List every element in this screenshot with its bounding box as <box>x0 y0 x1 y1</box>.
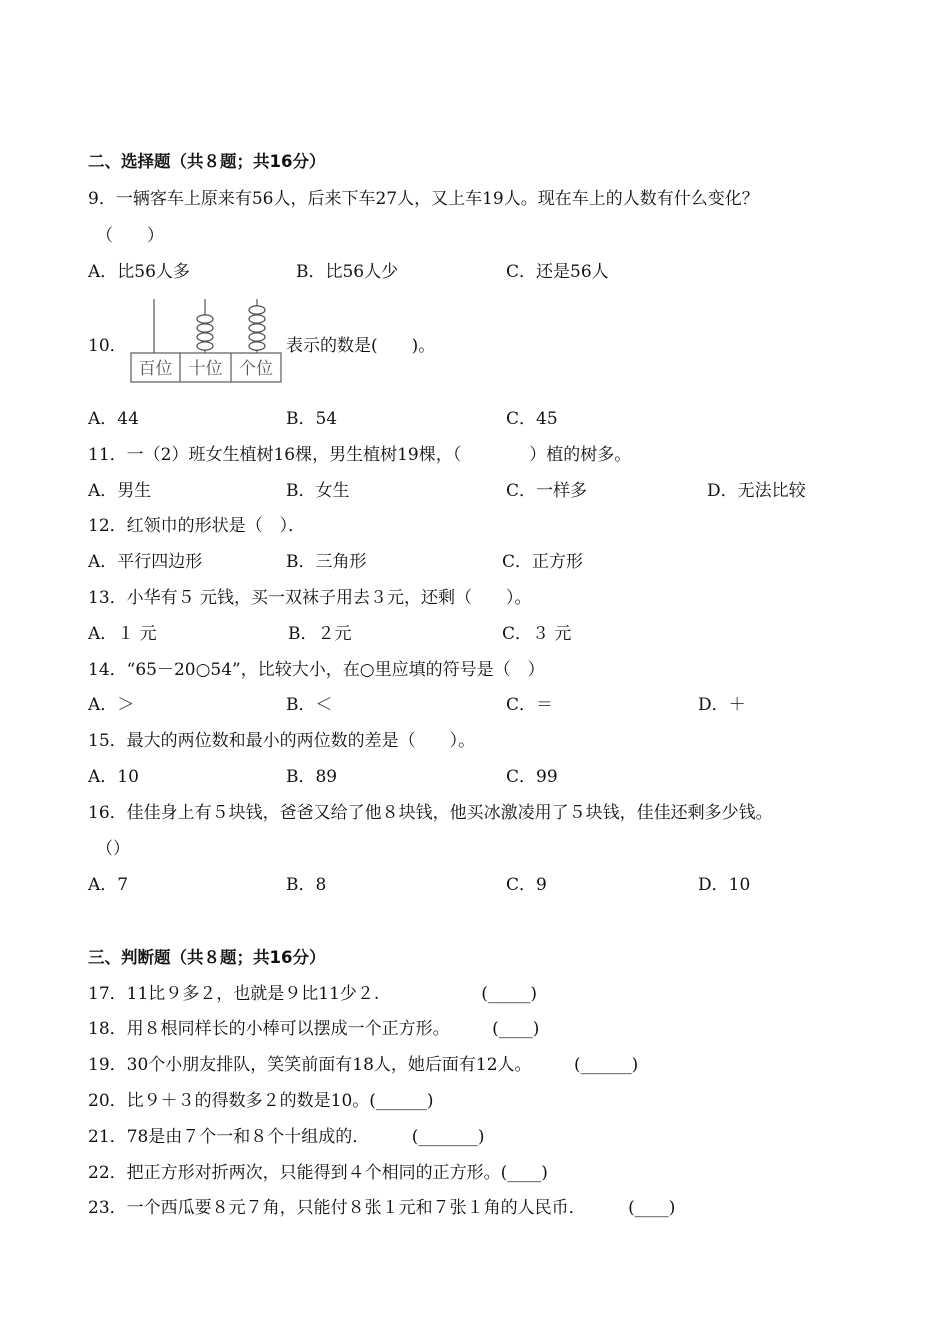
q15-option-b[interactable]: B．89 <box>286 767 338 787</box>
q9-option-c[interactable]: C．还是56人 <box>506 262 609 282</box>
q10-option-c[interactable]: C．45 <box>506 409 558 429</box>
q14-option-a[interactable]: A．＞ <box>88 695 135 715</box>
q11-option-b[interactable]: B．女生 <box>286 481 350 501</box>
question-12-stem: 12．红领巾的形状是（ ）． <box>88 516 306 536</box>
statement-20: 20．比９＋３的得数多２的数是10。(______) <box>88 1091 434 1111</box>
q14-option-b[interactable]: B．＜ <box>286 695 333 715</box>
statement-21: 21．78是由７个一和８个十组成的． (_______) <box>88 1127 485 1147</box>
abacus-label-tens: 十位 <box>188 359 223 379</box>
statement-19: 19．30个小朋友排队，笑笑前面有18人，她后面有12人。 (______) <box>88 1055 639 1075</box>
q12-option-a[interactable]: A．平行四边形 <box>88 552 203 572</box>
question-15-stem: 15．最大的两位数和最小的两位数的差是（ ）。 <box>88 731 476 751</box>
abacus-label-ones: 个位 <box>239 359 273 379</box>
q14-option-c[interactable]: C．＝ <box>506 695 554 715</box>
q16-option-c[interactable]: C．9 <box>506 875 547 895</box>
question-9-stem: 9．一辆客车上原来有56人，后来下车27人，又上车19人。现在车上的人数有什么变化？ <box>88 189 759 209</box>
q11-option-a[interactable]: A．男生 <box>88 481 152 501</box>
question-16-answer-blank: （） <box>96 839 130 859</box>
q14-option-d[interactable]: D．＋ <box>698 695 746 715</box>
statement-18: 18．用８根同样长的小棒可以摆成一个正方形。 (____) <box>88 1019 540 1039</box>
q12-option-c[interactable]: C．正方形 <box>502 552 584 572</box>
question-10-prefix: 10． <box>88 336 127 356</box>
question-13-stem: 13．小华有５ 元钱，买一双袜子用去３元，还剩（ ）。 <box>88 588 532 608</box>
q16-option-d[interactable]: D．10 <box>698 875 751 895</box>
q11-option-c[interactable]: C．一样多 <box>506 481 588 501</box>
q13-option-b[interactable]: B．２元 <box>288 624 352 644</box>
q9-option-b[interactable]: B．比56人少 <box>296 262 399 282</box>
question-9-answer-blank: （ ） <box>96 226 164 246</box>
statement-22: 22．把正方形对折两次，只能得到４个相同的正方形。(____) <box>88 1163 548 1183</box>
question-14-stem: 14．“65－20○54”，比较大小，在○里应填的符号是（ ） <box>88 660 545 680</box>
tens-beads <box>197 315 213 350</box>
abacus-label-hundreds: 百位 <box>138 359 173 379</box>
q9-option-a[interactable]: A．比56人多 <box>88 262 190 282</box>
section-heading-choice: 二、选择题（共８题；共16分） <box>88 152 326 171</box>
q16-option-a[interactable]: A．7 <box>88 875 129 895</box>
q16-option-b[interactable]: B．8 <box>286 875 327 895</box>
q11-option-d[interactable]: D．无法比较 <box>707 481 806 501</box>
statement-23: 23．一个西瓜要８元７角，只能付８张１元和７张１角的人民币． (____) <box>88 1198 676 1218</box>
section-heading-judgement: 三、判断题（共８题；共16分） <box>88 948 326 967</box>
q15-option-c[interactable]: C．99 <box>506 767 558 787</box>
abacus-image <box>130 297 282 385</box>
q15-option-a[interactable]: A．10 <box>88 767 139 787</box>
ones-beads <box>249 306 265 350</box>
question-10-stem: 表示的数是( )。 <box>286 336 436 356</box>
statement-17: 17．11比９多２，也就是９比11少２. (_____) <box>88 984 538 1004</box>
question-16-stem: 16．佳佳身上有５块钱，爸爸又给了他８块钱，他买冰激凌用了５块钱，佳佳还剩多少钱。 <box>88 803 773 823</box>
q13-option-c[interactable]: C．３ 元 <box>502 624 572 644</box>
q12-option-b[interactable]: B．三角形 <box>286 552 367 572</box>
question-11-stem: 11．一（2）班女生植树16棵，男生植树19棵，（ ）植的树多。 <box>88 445 632 465</box>
q13-option-a[interactable]: A．１ 元 <box>88 624 157 644</box>
q10-option-a[interactable]: A．44 <box>88 409 139 429</box>
q10-option-b[interactable]: B．54 <box>286 409 338 429</box>
